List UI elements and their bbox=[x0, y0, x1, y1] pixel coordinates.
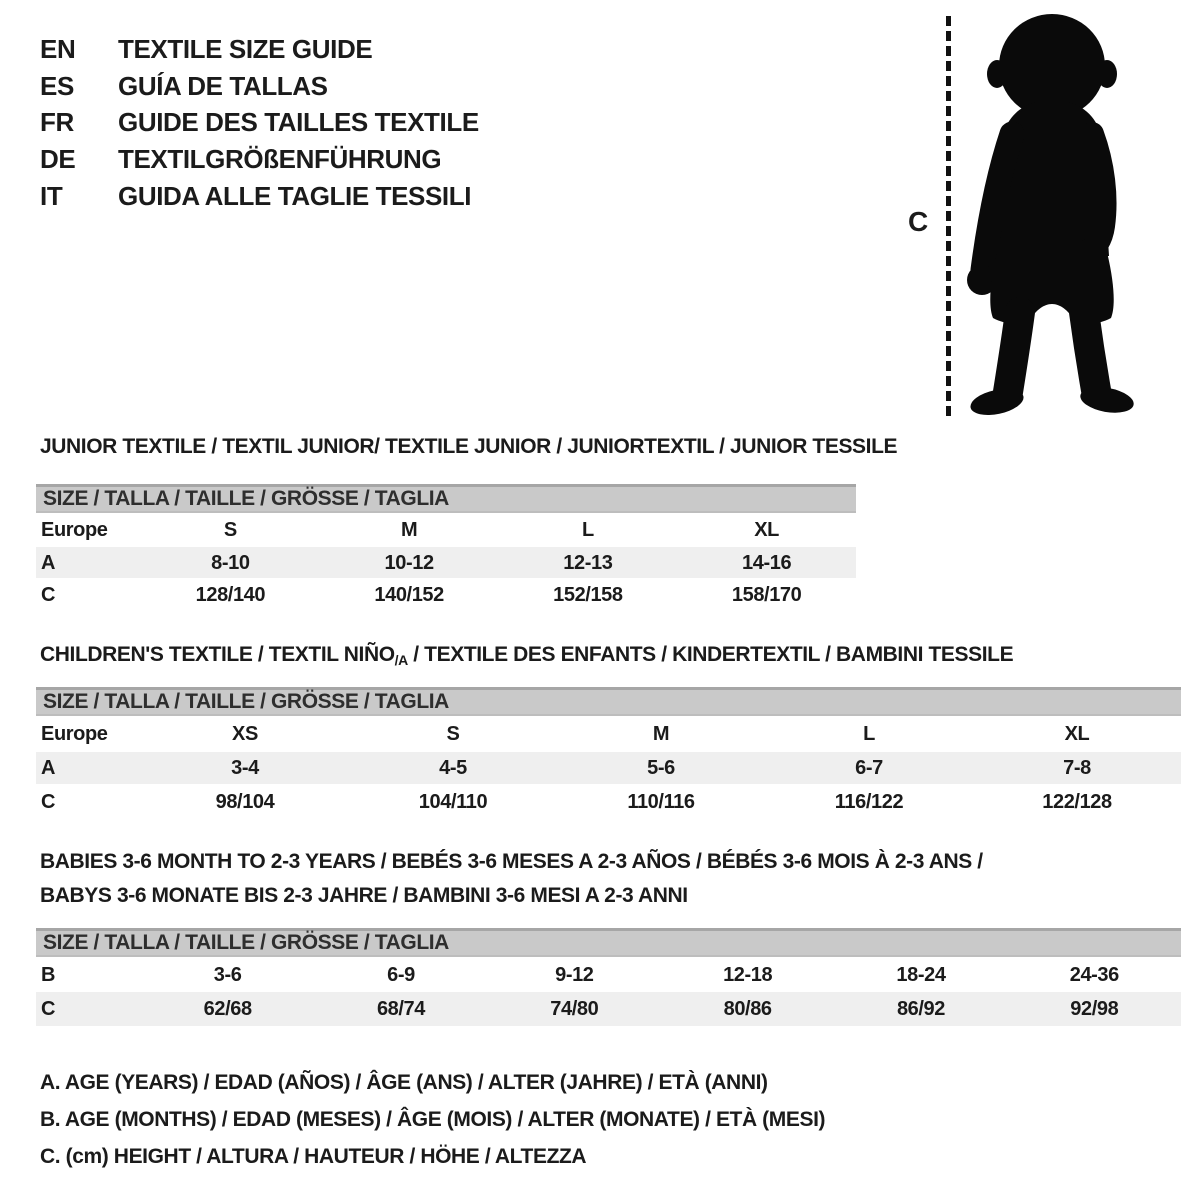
row-label: A bbox=[41, 757, 56, 779]
table-cell: 98/104 bbox=[215, 791, 275, 813]
table-cell: 6-7 bbox=[855, 757, 883, 779]
table-cell: 62/68 bbox=[203, 998, 252, 1020]
title-text: / TEXTILE DES ENFANTS / KINDERTEXTIL / BAMBINI TESSILE bbox=[407, 643, 1014, 666]
column-header: M bbox=[400, 519, 418, 541]
row-label: C bbox=[41, 584, 56, 606]
babies-size-header-bar: SIZE / TALLA / TAILLE / GRÖSSE / TAGLIA bbox=[36, 928, 1181, 957]
lang-code: FR bbox=[40, 107, 74, 137]
table-cell: 14-16 bbox=[742, 551, 792, 574]
children-section-title bbox=[40, 643, 1013, 668]
column-header: S bbox=[446, 723, 460, 745]
table-cell: 110/116 bbox=[627, 791, 695, 813]
babies-row-months bbox=[36, 957, 1181, 992]
babies-row-height bbox=[36, 992, 1181, 1026]
children-size-header-bar: SIZE / TALLA / TAILLE / GRÖSSE / TAGLIA bbox=[36, 687, 1181, 716]
table-cell: 68/74 bbox=[376, 998, 426, 1020]
row-label: B bbox=[41, 963, 56, 986]
column-header: S bbox=[223, 519, 237, 541]
measure-label-c: C bbox=[908, 206, 928, 237]
lang-code: DE bbox=[40, 144, 76, 174]
table-cell: 92/98 bbox=[1070, 998, 1119, 1020]
lang-code: ES bbox=[40, 71, 74, 101]
note-age-months: B. AGE (MONTHS) / EDAD (MESES) / ÂGE (MOIS) / ALTER (MONATE) / ETÀ (MESI) bbox=[40, 1108, 826, 1131]
column-header: Europe bbox=[41, 519, 108, 541]
table-cell: 5-6 bbox=[647, 757, 675, 779]
table-cell: 9-12 bbox=[555, 963, 594, 986]
table-cell: 122/128 bbox=[1042, 791, 1112, 813]
junior-size-header-bar: SIZE / TALLA / TAILLE / GRÖSSE / TAGLIA bbox=[36, 484, 856, 513]
table-cell: 86/92 bbox=[896, 998, 945, 1020]
height-measure-dashed-line bbox=[946, 16, 951, 416]
column-header: XL bbox=[1064, 723, 1090, 745]
lang-title: GUIDA ALLE TAGLIE TESSILI bbox=[118, 181, 472, 211]
lang-code: IT bbox=[40, 181, 63, 211]
lang-code: EN bbox=[40, 34, 76, 64]
note-age-years: A. AGE (YEARS) / EDAD (AÑOS) / ÂGE (ANS) / ALTER (JAHRE) / ETÀ (ANNI) bbox=[40, 1071, 768, 1094]
table-cell: 4-5 bbox=[439, 757, 467, 779]
column-header: M bbox=[652, 723, 670, 745]
babies-section-title-line2: BABYS 3-6 MONATE BIS 2-3 JAHRE / BAMBINI 3-6 MESI A 2-3 ANNI bbox=[40, 884, 688, 907]
table-cell: 74/80 bbox=[550, 998, 599, 1020]
table-cell: 116/122 bbox=[834, 791, 904, 813]
table-cell: 80/86 bbox=[723, 998, 772, 1020]
lang-row-es bbox=[40, 73, 328, 99]
lang-row-fr bbox=[40, 109, 479, 135]
table-cell: 6-9 bbox=[387, 963, 415, 986]
child-silhouette-icon bbox=[952, 12, 1152, 420]
column-header: Europe bbox=[41, 723, 108, 745]
table-cell: 128/140 bbox=[195, 584, 266, 606]
table-cell: 18-24 bbox=[896, 963, 946, 986]
table-cell: 158/170 bbox=[731, 584, 802, 606]
children-row-age bbox=[36, 752, 1181, 784]
table-cell: 12-13 bbox=[563, 551, 613, 574]
table-cell: 7-8 bbox=[1063, 757, 1091, 779]
row-label: C bbox=[41, 998, 56, 1020]
lang-title: TEXTILGRÖßENFÜHRUNG bbox=[118, 144, 442, 174]
table-cell: 24-36 bbox=[1069, 963, 1119, 986]
children-row-height bbox=[36, 784, 1181, 820]
row-label: A bbox=[41, 551, 56, 574]
junior-row-age bbox=[36, 547, 856, 578]
lang-title: TEXTILE SIZE GUIDE bbox=[118, 34, 373, 64]
lang-row-it bbox=[40, 183, 471, 209]
title-subscript: /A bbox=[394, 652, 408, 668]
junior-row-height bbox=[36, 578, 856, 612]
column-header: L bbox=[581, 519, 594, 541]
junior-header-row bbox=[36, 513, 856, 547]
table-cell: 140/152 bbox=[374, 584, 444, 606]
lang-row-en bbox=[40, 36, 372, 62]
babies-section-title-line1: BABIES 3-6 MONTH TO 2-3 YEARS / BEBÉS 3-6 MESES A 2-3 AÑOS / BÉBÉS 3-6 MOIS À 2-3 ANS / bbox=[40, 850, 983, 873]
table-cell: 10-12 bbox=[384, 551, 434, 574]
table-cell: 12-18 bbox=[723, 963, 773, 986]
table-cell: 152/158 bbox=[553, 584, 623, 606]
column-header: XL bbox=[754, 519, 779, 541]
table-cell: 104/110 bbox=[418, 791, 488, 813]
lang-title: GUÍA DE TALLAS bbox=[118, 71, 328, 101]
column-header: L bbox=[863, 723, 875, 745]
table-cell: 3-6 bbox=[213, 963, 242, 986]
title-text: CHILDREN'S TEXTILE / TEXTIL NIÑO bbox=[40, 643, 395, 666]
column-header: XS bbox=[232, 723, 258, 745]
children-header-row bbox=[36, 716, 1181, 752]
lang-row-de bbox=[40, 146, 441, 172]
row-label: C bbox=[41, 791, 56, 813]
table-cell: 3-4 bbox=[231, 757, 259, 779]
note-height-cm: C. (cm) HEIGHT / ALTURA / HAUTEUR / HÖHE / ALTEZZA bbox=[40, 1145, 587, 1168]
junior-section-title: JUNIOR TEXTILE / TEXTIL JUNIOR/ TEXTILE JUNIOR / JUNIORTEXTIL / JUNIOR TESSILE bbox=[40, 435, 898, 458]
lang-title: GUIDE DES TAILLES TEXTILE bbox=[118, 107, 479, 137]
table-cell: 8-10 bbox=[211, 551, 250, 574]
